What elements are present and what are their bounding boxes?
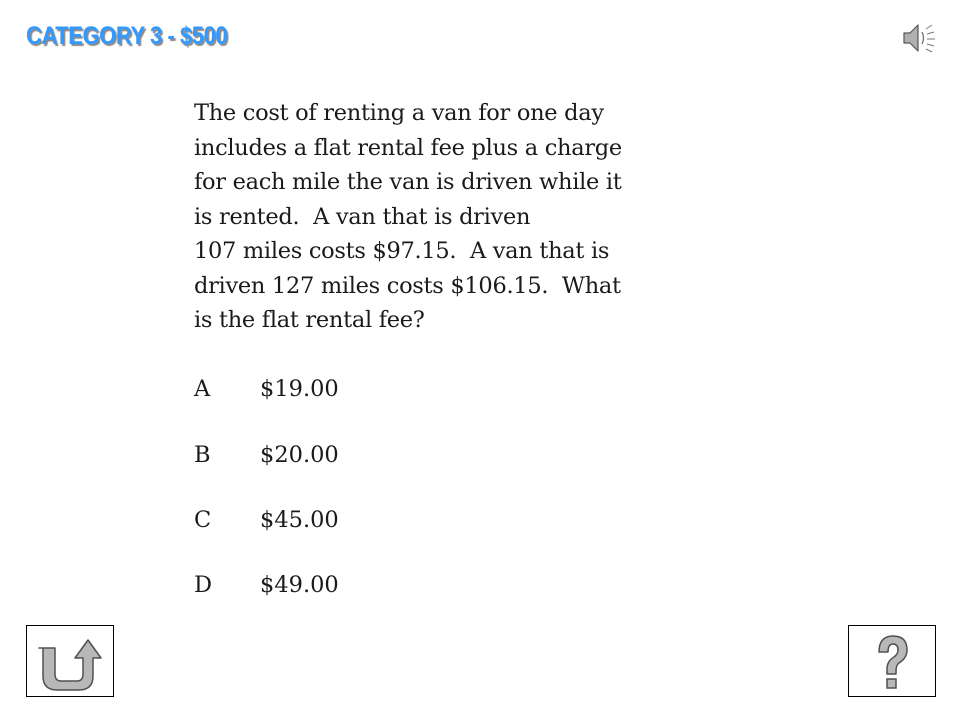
choice-letter: A <box>194 376 211 402</box>
question-line: is rented. A van that is driven <box>194 203 531 230</box>
question-line: 107 miles costs $97.15. A van that is <box>194 238 610 264</box>
choice-letter: C <box>194 507 212 533</box>
choice-c <box>194 503 339 537</box>
question-line: The cost of renting a van for one day <box>194 100 604 126</box>
help-button[interactable] <box>848 625 936 697</box>
choice-b <box>194 438 339 472</box>
choice-a <box>194 372 339 406</box>
u-turn-arrow-icon <box>27 626 113 696</box>
choice-value: $49.00 <box>260 572 339 598</box>
category-title: CATEGORY 3 - $500 <box>26 22 228 50</box>
choice-d <box>194 568 339 602</box>
choice-letter: D <box>194 572 213 598</box>
question-line: for each mile the van is driven while it <box>194 169 622 195</box>
back-button[interactable] <box>26 625 114 697</box>
question-text <box>194 96 754 338</box>
choice-letter: B <box>194 442 211 468</box>
choice-value: $45.00 <box>260 507 339 533</box>
question-line: includes a flat rental fee plus a charge <box>194 134 622 161</box>
question-line: driven 127 miles costs $106.15. What <box>194 272 621 299</box>
speaker-icon[interactable] <box>898 20 938 56</box>
question-mark-icon <box>849 626 935 696</box>
question-line: is the flat rental fee? <box>194 307 425 333</box>
choice-value: $20.00 <box>260 442 339 468</box>
choice-value: $19.00 <box>260 376 339 402</box>
